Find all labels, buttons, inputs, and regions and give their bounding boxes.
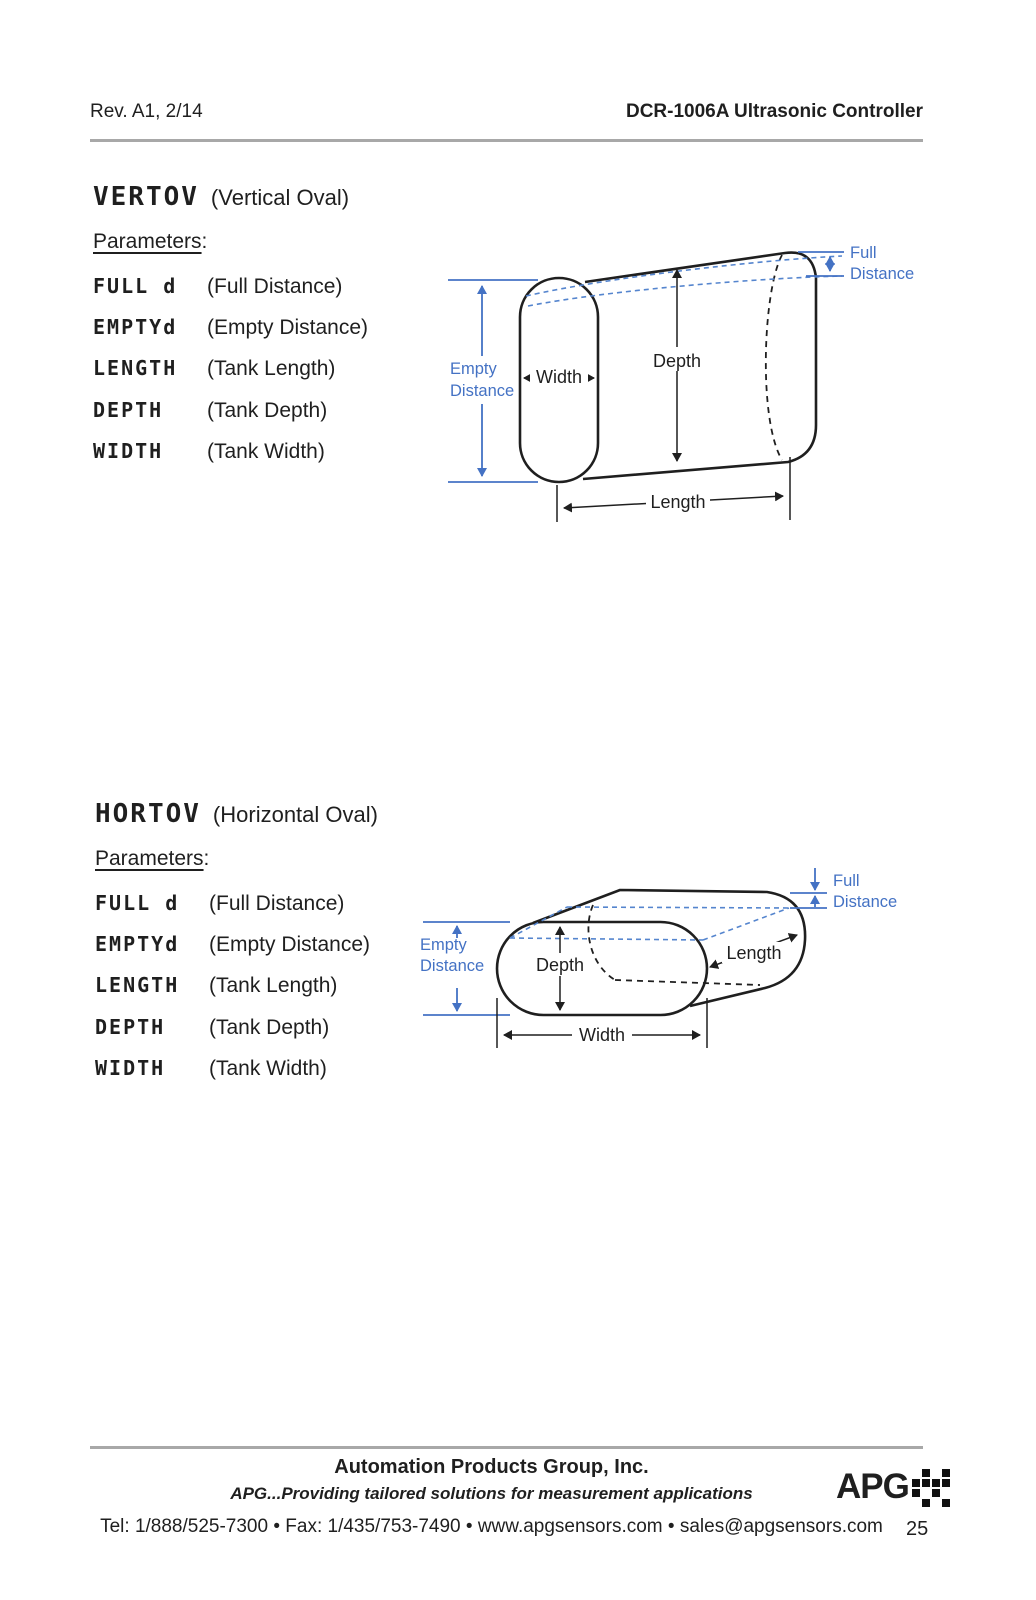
param-desc: (Full Distance) [209,892,345,915]
apg-logo-pixel-mark [912,1469,950,1507]
param-code: WIDTH [95,1056,166,1080]
param-row [93,439,325,464]
param-desc: (Tank Width) [209,1057,327,1080]
empty-distance-label: Distance [450,382,515,400]
param-code: WIDTH [93,439,164,463]
apg-logo-text: APG [836,1466,909,1506]
horizontal-oval-tank-diagram [415,848,955,1053]
page-number: 25 [906,1518,929,1540]
param-desc: (Empty Distance) [207,316,369,339]
vertov-parameters-heading: Parameters: [93,230,208,253]
liquid-level-line [567,907,789,908]
param-row [93,274,342,299]
footer-company: Automation Products Group, Inc. [334,1456,649,1478]
param-desc: (Empty Distance) [209,933,371,956]
revision-label: Rev. A1, 2/14 [90,101,203,122]
footer-contact: Tel: 1/888/525-7300 • Fax: 1/435/753-7490 • www.apgsensors.com • sales@apgsensors.com [100,1516,883,1537]
param-code: FULL d [93,274,178,298]
depth-label: Depth [652,351,702,371]
param-code: DEPTH [95,1015,166,1039]
apg-logo [836,1466,950,1507]
hortov-code: HORTOV [95,799,201,829]
tank-hidden-end-edge [766,255,782,460]
hortov-parameters-heading: Parameters: [95,847,210,870]
vertov-code: VERTOV [93,182,199,212]
param-row [95,891,344,916]
param-row [95,932,370,957]
param-row [95,1056,327,1081]
param-desc: (Tank Depth) [209,1016,330,1039]
param-code: EMPTYd [95,932,180,956]
section-hortov [95,799,455,1099]
empty-distance-label: Distance [420,957,485,975]
param-code: LENGTH [93,356,178,380]
param-code: FULL d [95,891,180,915]
vertov-name: (Vertical Oval) [210,185,350,210]
vertov-title [93,182,349,212]
hortov-title [95,799,378,829]
param-row [95,973,337,998]
footer-divider [90,1446,923,1449]
param-row [93,356,335,381]
footer [90,1456,893,1538]
empty-distance-label: Empty [450,360,497,378]
length-label: Length [650,492,706,512]
param-row [93,398,327,423]
footer-tagline: APG...Providing tailored solutions for measurement applications [230,1484,753,1503]
document-title: DCR-1006A Ultrasonic Controller [625,101,923,122]
header-divider [90,139,923,142]
param-row [95,1015,329,1040]
depth-label: Depth [535,955,585,975]
param-desc: (Tank Width) [207,440,325,463]
param-desc: (Tank Depth) [207,399,328,422]
length-label: Length [726,943,782,963]
hortov-name: (Horizontal Oval) [212,802,378,827]
full-distance-label: Full [850,244,877,262]
full-distance-label: Full [833,872,860,890]
width-label: Width [578,1025,626,1045]
empty-distance-label: Empty [420,936,467,954]
section-vertov [93,182,453,482]
full-distance-label: Distance [850,265,915,283]
vertical-oval-tank-diagram [430,230,942,525]
param-row [93,315,368,340]
param-code: EMPTYd [93,315,178,339]
param-desc: (Tank Length) [207,357,336,380]
param-code: DEPTH [93,398,164,422]
param-desc: (Full Distance) [207,275,343,298]
param-desc: (Tank Length) [209,974,338,997]
full-distance-label: Distance [833,893,898,911]
param-code: LENGTH [95,973,180,997]
width-label: Width [535,367,583,387]
liquid-level-line [703,908,789,940]
